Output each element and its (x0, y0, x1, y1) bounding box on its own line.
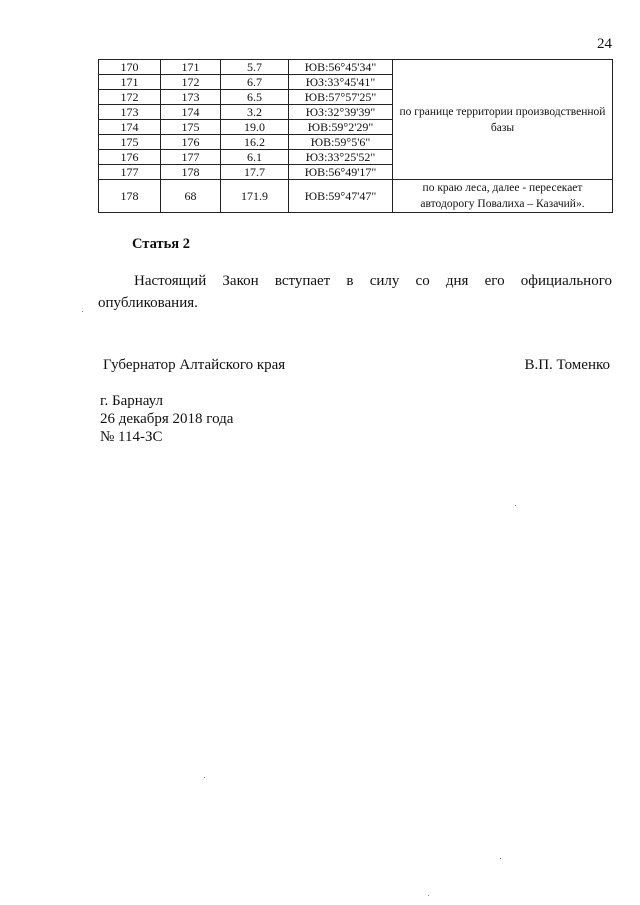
table-cell: 5.7 (221, 60, 289, 75)
law-number: № 114-ЗС (100, 429, 163, 445)
article-heading: Статья 2 (132, 236, 190, 252)
scan-speck (204, 777, 205, 778)
place-date-block (100, 392, 233, 446)
table-cell: 6.7 (221, 75, 289, 90)
table-cell: 6.5 (221, 90, 289, 105)
table-cell: 174 (161, 105, 221, 120)
table-cell: 170 (99, 60, 161, 75)
table-cell: ЮВ:57°57'25" (289, 90, 393, 105)
table-cell: ЮВ:59°2'29" (289, 120, 393, 135)
table-cell: 178 (161, 165, 221, 180)
page-number: 24 (597, 36, 612, 52)
last-description-cell: по краю леса, далее - пересекает автодорогу Повалиха – Казачий». (393, 180, 613, 213)
table-cell: 172 (161, 75, 221, 90)
table-cell: 19.0 (221, 120, 289, 135)
table-cell: 17.7 (221, 165, 289, 180)
table-cell: 171 (99, 75, 161, 90)
table-cell: 175 (99, 135, 161, 150)
table-cell: 3.2 (221, 105, 289, 120)
table-cell: 16.2 (221, 135, 289, 150)
scan-speck (515, 505, 516, 506)
table-cell: ЮЗ:33°45'41" (289, 75, 393, 90)
article-body: Настоящий Закон вступает в силу со дня его официального опубликования. (98, 273, 612, 311)
table-cell: ЮВ:59°5'6" (289, 135, 393, 150)
signature-title: Губернатор Алтайского края (103, 357, 286, 373)
table-cell: 171.9 (221, 180, 289, 213)
table-cell: ЮВ:59°47'47" (289, 180, 393, 213)
table-cell: 172 (99, 90, 161, 105)
table-cell: ЮЗ:32°39'39" (289, 105, 393, 120)
table-cell: ЮВ:56°45'34" (289, 60, 393, 75)
table-cell: 175 (161, 120, 221, 135)
table-cell: 174 (99, 120, 161, 135)
table-cell: 178 (99, 180, 161, 213)
signature-name: В.П. Томенко (524, 357, 610, 373)
scan-speck (428, 895, 429, 896)
scan-speck (500, 858, 501, 859)
table-cell: 68 (161, 180, 221, 213)
date: 26 декабря 2018 года (100, 411, 234, 427)
table-cell: ЮЗ:33°25'52" (289, 150, 393, 165)
table-cell: 176 (161, 135, 221, 150)
table-cell: 173 (99, 105, 161, 120)
boundary-table (98, 59, 613, 213)
place: г. Барнаул (100, 393, 163, 409)
group-description-cell: по границе территории производственной базы (393, 60, 613, 180)
table-row (99, 60, 613, 75)
table-cell: 173 (161, 90, 221, 105)
table-cell: 171 (161, 60, 221, 75)
table-cell: 6.1 (221, 150, 289, 165)
table-cell: 177 (161, 150, 221, 165)
table-cell: 176 (99, 150, 161, 165)
table-row (99, 180, 613, 213)
table-body (99, 60, 613, 213)
table-cell: 177 (99, 165, 161, 180)
table-cell: ЮВ:56°49'17" (289, 165, 393, 180)
scan-speck (82, 311, 83, 312)
